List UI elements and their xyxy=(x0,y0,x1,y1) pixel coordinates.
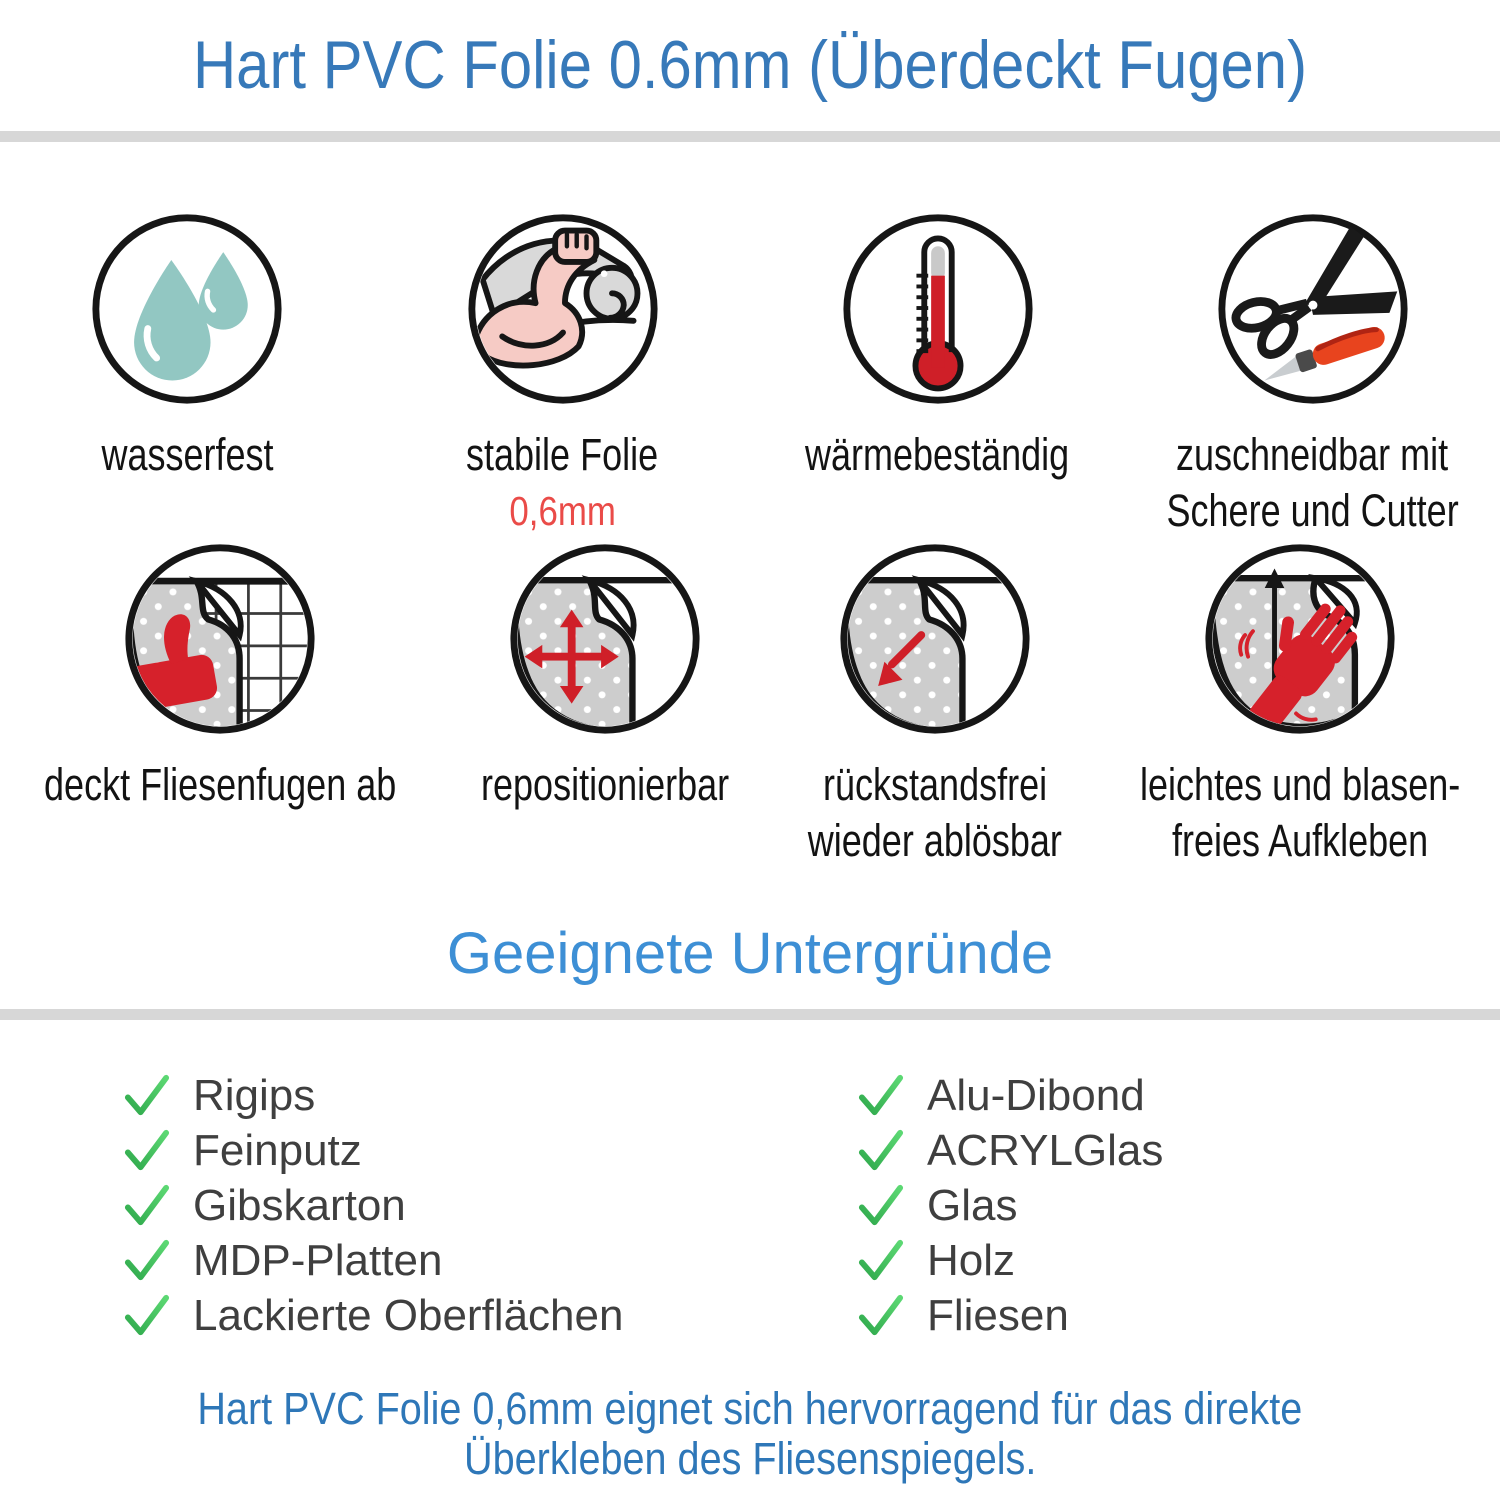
substrate-label: Glas xyxy=(927,1180,1018,1230)
feature-label: wasserfest xyxy=(101,429,274,480)
feature-label: repositionierbar xyxy=(481,759,730,810)
checkmark-icon xyxy=(122,1236,171,1285)
feature-waermebestaendig xyxy=(772,211,1102,539)
thermometer-icon xyxy=(840,211,1036,407)
water-drops-icon xyxy=(89,211,285,407)
feature-wasserfest xyxy=(80,211,295,539)
feature-row-1 xyxy=(0,211,1500,539)
feature-label: wärmebeständig xyxy=(805,429,1070,480)
feature-rueckstandsfrei xyxy=(776,541,1094,869)
substrate-list-right xyxy=(856,1068,1163,1343)
page-title xyxy=(0,26,1500,104)
feature-caption xyxy=(80,427,295,483)
substrate-label: Holz xyxy=(927,1235,1016,1285)
checkmark-icon xyxy=(856,1291,905,1340)
checkmark-icon xyxy=(122,1291,171,1340)
hand-smoothing-foil-icon xyxy=(1202,541,1398,737)
feature-row-2 xyxy=(0,541,1500,869)
section-title: Geeignete Untergründe xyxy=(446,921,1054,986)
feature-label-line2: Schere und Cutter xyxy=(1166,484,1459,536)
feature-label: rückstandsfrei xyxy=(822,759,1047,810)
substrate-list-left xyxy=(122,1068,623,1343)
feature-caption xyxy=(772,427,1102,483)
feature-label-line2: wieder ablösbar xyxy=(807,814,1062,866)
feature-label: stabile Folie xyxy=(466,429,659,480)
substrate-item xyxy=(856,1068,1163,1123)
feature-zuschneidbar xyxy=(1130,211,1495,539)
feature-caption xyxy=(776,757,1094,869)
substrate-label: ACRYLGlas xyxy=(927,1125,1164,1175)
substrate-item xyxy=(856,1123,1163,1178)
feature-caption xyxy=(442,427,682,535)
checkmark-icon xyxy=(122,1126,171,1175)
substrate-label: Alu-Dibond xyxy=(927,1070,1145,1120)
feature-label: leichtes und blasen- xyxy=(1139,759,1460,810)
substrate-item xyxy=(122,1233,623,1288)
feature-label: zuschneidbar mit xyxy=(1176,429,1449,480)
checkmark-icon xyxy=(856,1126,905,1175)
checkmark-icon xyxy=(856,1181,905,1230)
footer-line2: Überkleben des Fliesenspiegels. xyxy=(463,1432,1037,1484)
scissors-and-cutter-icon xyxy=(1215,211,1411,407)
checkmark-icon xyxy=(122,1181,171,1230)
substrate-item xyxy=(122,1178,623,1233)
checkmark-icon xyxy=(122,1071,171,1120)
feature-caption xyxy=(450,757,760,813)
page-title-text: Hart PVC Folie 0.6mm (Überdeckt Fugen) xyxy=(192,27,1308,103)
feature-caption xyxy=(0,757,440,813)
feature-deckt-fliesenfugen xyxy=(0,541,440,869)
thumbs-up-tile-grid-icon xyxy=(122,541,318,737)
substrate-item xyxy=(122,1068,623,1123)
footer-note xyxy=(0,1384,1500,1483)
feature-label-line2: freies Aufkleben xyxy=(1171,814,1428,866)
footer-line1: Hart PVC Folie 0,6mm eignet sich hervorragend für das direkte xyxy=(197,1383,1303,1434)
substrate-label: Fliesen xyxy=(927,1290,1069,1340)
substrate-item xyxy=(856,1233,1163,1288)
checkmark-icon xyxy=(856,1071,905,1120)
section-divider xyxy=(0,1009,1500,1020)
substrate-item xyxy=(122,1288,623,1343)
feature-caption xyxy=(1130,427,1495,539)
peel-off-arrow-foil-icon xyxy=(837,541,1033,737)
substrate-label: MDP-Platten xyxy=(193,1235,443,1285)
substrate-label: Lackierte Oberflächen xyxy=(193,1290,624,1340)
feature-label: deckt Fliesenfugen ab xyxy=(44,759,397,810)
substrate-item xyxy=(122,1123,623,1178)
feature-stabile-folie xyxy=(442,211,682,539)
feature-sublabel-thickness: 0,6mm xyxy=(509,487,616,534)
feature-caption xyxy=(1100,757,1500,869)
move-arrows-foil-icon xyxy=(507,541,703,737)
feature-blasenfreies-aufkleben xyxy=(1100,541,1500,869)
substrate-item xyxy=(856,1178,1163,1233)
substrate-label: Feinputz xyxy=(193,1125,362,1175)
checkmark-icon xyxy=(856,1236,905,1285)
title-divider xyxy=(0,131,1500,142)
substrate-label: Gibskarton xyxy=(193,1180,406,1230)
muscle-arm-foil-roll-icon xyxy=(465,211,661,407)
substrate-item xyxy=(856,1288,1163,1343)
substrate-label: Rigips xyxy=(193,1070,316,1120)
feature-repositionierbar xyxy=(450,541,760,869)
